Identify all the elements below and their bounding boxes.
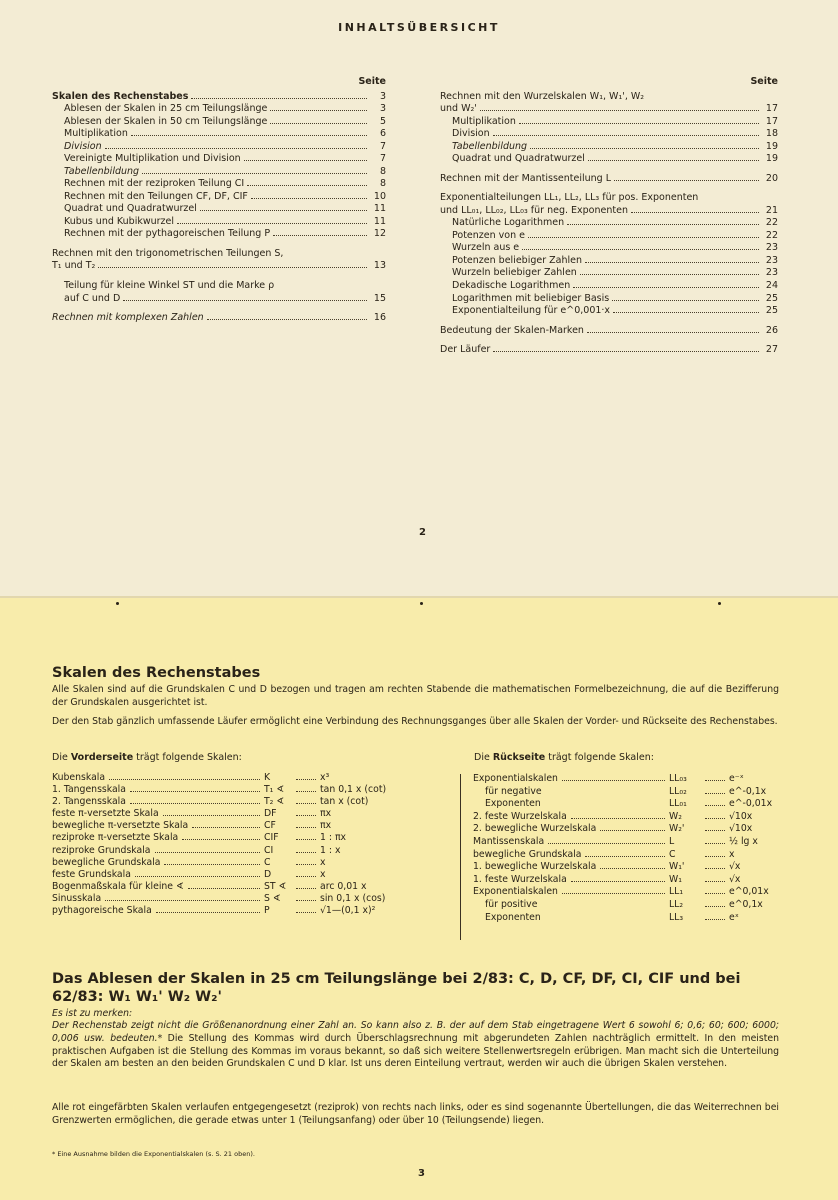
scale-row: Exponentialskalen LL₁ e^0,01x [473, 886, 769, 898]
back-scale-list [473, 773, 791, 924]
toc-entry[interactable]: Exponentialteilung für e^0,001·x 25 [452, 305, 778, 317]
toc-entry[interactable]: Vereinigte Multiplikation und Division 7 [64, 153, 386, 165]
scale-row: Exponenten LL₀₁ e^-0,01x [485, 798, 773, 810]
toc-entry[interactable]: Quadrat und Quadratwurzel 11 [64, 203, 386, 215]
fold-mark [420, 602, 423, 605]
toc-entry[interactable]: Tabellenbildung 19 [452, 140, 778, 152]
paragraph: Der den Stab gänzlich umfassende Läufer ermöglicht eine Verbindung des Rechnungsganges über alle Skalen der Vorder- und Rückseite des Rechenstabes. [52, 716, 778, 727]
fold-mark [718, 602, 721, 605]
page-number: 3 [418, 1168, 425, 1179]
scale-row: 1. Tangensskala T₁ ∢ tan 0,1 x (cot) [52, 784, 387, 796]
toc-entry[interactable]: Kubus und Kubikwurzel 11 [64, 215, 386, 227]
toc-entry[interactable]: T₁ und T₂ 13 [52, 260, 386, 272]
toc-entry[interactable]: Logarithmen mit beliebiger Basis 25 [452, 292, 778, 304]
toc-entry[interactable]: Rechnen mit den Teilungen CF, DF, CIF 10 [64, 190, 386, 202]
scale-row: bewegliche π-versetzte Skala CF πx [52, 820, 332, 832]
toc-entry[interactable]: Rechnen mit der pythagoreischen Teilung P 12 [64, 228, 386, 240]
toc-entry[interactable]: Natürliche Logarithmen 22 [452, 217, 778, 229]
toc-entry-line[interactable]: Exponentialteilungen LL₁, LL₂, LL₃ für pos. Exponenten [440, 192, 699, 204]
scale-row: feste Grundskala D x [52, 868, 326, 880]
toc-entry-line[interactable]: Teilung für kleine Winkel ST und die Marke ρ [64, 279, 275, 291]
toc-entry[interactable]: Division 7 [64, 140, 386, 152]
fold-mark [116, 602, 119, 605]
front-scale-list [52, 772, 432, 917]
toc-entry[interactable]: auf C und D 15 [64, 292, 386, 304]
toc-entry[interactable]: und LL₀₁, LL₀₂, LL₀₃ für neg. Exponenten 21 [440, 204, 778, 216]
toc-entry[interactable]: Ablesen der Skalen in 50 cm Teilungslänge 5 [64, 115, 386, 127]
scale-row: 1. feste Wurzelskala W₁ √x [473, 873, 741, 885]
scale-row: Sinusskala S ∢ sin 0,1 x (cos) [52, 892, 386, 904]
footnote: * Eine Ausnahme bilden die Exponentialskalen (s. S. 21 oben). [52, 1150, 255, 1158]
section-heading: Das Ablesen der Skalen in 25 cm Teilungslänge bei 2/83: C, D, CF, DF, CI, CIF und bei 62/83: W₁ W₁' W₂ W₂' [52, 971, 741, 1006]
scale-row: 2. Tangensskala T₂ ∢ tan x (cot) [52, 796, 369, 808]
scale-row: reziproke π-versetzte Skala CIF 1 : πx [52, 832, 347, 844]
toc-entry[interactable]: Rechnen mit der reziproken Teilung CI 8 [64, 178, 386, 190]
toc-entry[interactable]: und W₂' 17 [440, 103, 778, 115]
toc-entry[interactable]: Tabellenbildung 8 [64, 165, 386, 177]
toc-entry[interactable]: Der Läufer 27 [440, 344, 778, 356]
scale-row: bewegliche Grundskala C x [473, 848, 735, 860]
toc-entry[interactable]: Bedeutung der Skalen-Marken 26 [440, 324, 778, 336]
toc-left-column [52, 76, 386, 325]
toc-entry[interactable]: Potenzen beliebiger Zahlen 23 [452, 254, 778, 266]
scale-row: für positive LL₂ e^0,1x [485, 898, 763, 910]
scale-row: 1. bewegliche Wurzelskala W₁' √x [473, 861, 741, 873]
toc-entry[interactable]: Potenzen von e 22 [452, 229, 778, 241]
scale-row: bewegliche Grundskala C x [52, 856, 326, 868]
scale-row: reziproke Grundskala CI 1 : x [52, 844, 341, 856]
column-divider [460, 774, 461, 940]
toc-entry[interactable]: Dekadische Logarithmen 24 [452, 279, 778, 291]
toc-entry[interactable]: Wurzeln aus e 23 [452, 242, 778, 254]
toc-entry[interactable]: Rechnen mit komplexen Zahlen 16 [52, 312, 386, 324]
scale-row: Exponenten LL₃ eˣ [485, 911, 739, 923]
paragraph: Alle Skalen sind auf die Grundskalen C und D bezogen und tragen am rechten Stabende die mathematischen Formelbezeichnung, die auf die Bezifferung der Grundskalen ausgerichtet ist. [52, 684, 779, 708]
seite-label: Seite [750, 76, 778, 87]
toc-entry[interactable]: Multiplikation 17 [452, 115, 778, 127]
toc-entry[interactable]: Quadrat und Quadratwurzel 19 [452, 153, 778, 165]
scale-row: Kubenskala K x³ [52, 772, 330, 783]
toc-entry[interactable]: Multiplikation 6 [64, 128, 386, 140]
toc-entry-line[interactable]: Rechnen mit den trigonometrischen Teilungen S, [52, 247, 284, 259]
toc-entry[interactable]: Skalen des Rechenstabes 3 [52, 90, 386, 102]
toc-entry[interactable]: Ablesen der Skalen in 25 cm Teilungslänge 3 [64, 103, 386, 115]
seite-label: Seite [358, 76, 386, 87]
scale-row: pythagoreische Skala P √1—(0,1 x)² [52, 905, 376, 917]
toc-title: INHALTSÜBERSICHT [338, 21, 500, 34]
scale-row: für negative LL₀₂ e^-0,1x [485, 785, 767, 797]
toc-entry-line[interactable]: Rechnen mit den Wurzelskalen W₁, W₁', W₂ [440, 90, 645, 102]
paragraph: Alle rot eingefärbten Skalen verlaufen entgegengesetzt (reziprok) von rechts nach links, oder es sind sogenannte Übertellungen, die das Weiterrechnen bei Grenzwerten ermöglichen, die gerade etwas unter 1 (Teilungsanfang) oder über 10 (Teilungsende) liegen. [52, 1102, 779, 1126]
note-label: Es ist zu merken: [52, 1008, 133, 1019]
scale-row: 2. feste Wurzelskala W₂ √10x [473, 810, 753, 822]
scale-row: feste π-versetzte Skala DF πx [52, 808, 332, 820]
back-side-label: Die Rückseite trägt folgende Skalen: [474, 752, 654, 763]
scale-row: Exponentialskalen LL₀₃ e⁻ˣ [473, 773, 744, 784]
section-heading: Skalen des Rechenstabes [52, 665, 261, 681]
toc-entry[interactable]: Wurzeln beliebiger Zahlen 23 [452, 267, 778, 279]
scale-row: Bogenmaßskala für kleine ∢ ST ∢ arc 0,01 x [52, 880, 367, 892]
toc-right-column [440, 76, 778, 357]
toc-entry[interactable]: Division 18 [452, 128, 778, 140]
paragraph: Der Rechenstab zeigt nicht die Größenanordnung einer Zahl an. So kann also z. B. der auf dem Stab eingetragene Wert 6 sowohl 6; 0,6; 60; 600; 6000; 0,006 usw. bedeuten.* Die Stellung des Kommas wird durch Überschlagsrechnung mit abgerundeten Zahlen nachträglich ermittelt. In den meisten praktischen Aufgaben ist die Stellung des Kommas im voraus bekannt, so daß sich weitere Stellenwertsregeln erübrigen. Man macht sich die Unterteilung der Skalen am besten an den beiden Grundskalen C und D klar. Ist uns deren Einteilung vertraut, werden wir auch die übrigen Skalen verstehen. [52, 1020, 779, 1070]
front-side-label: Die Vorderseite trägt folgende Skalen: [52, 752, 242, 763]
scale-row: 2. bewegliche Wurzelskala W₂' √10x [473, 823, 753, 835]
page-number: 2 [419, 527, 426, 538]
toc-entry[interactable]: Rechnen mit der Mantissenteilung L 20 [440, 172, 778, 184]
scale-row: Mantissenskala L ½ lg x [473, 835, 758, 847]
